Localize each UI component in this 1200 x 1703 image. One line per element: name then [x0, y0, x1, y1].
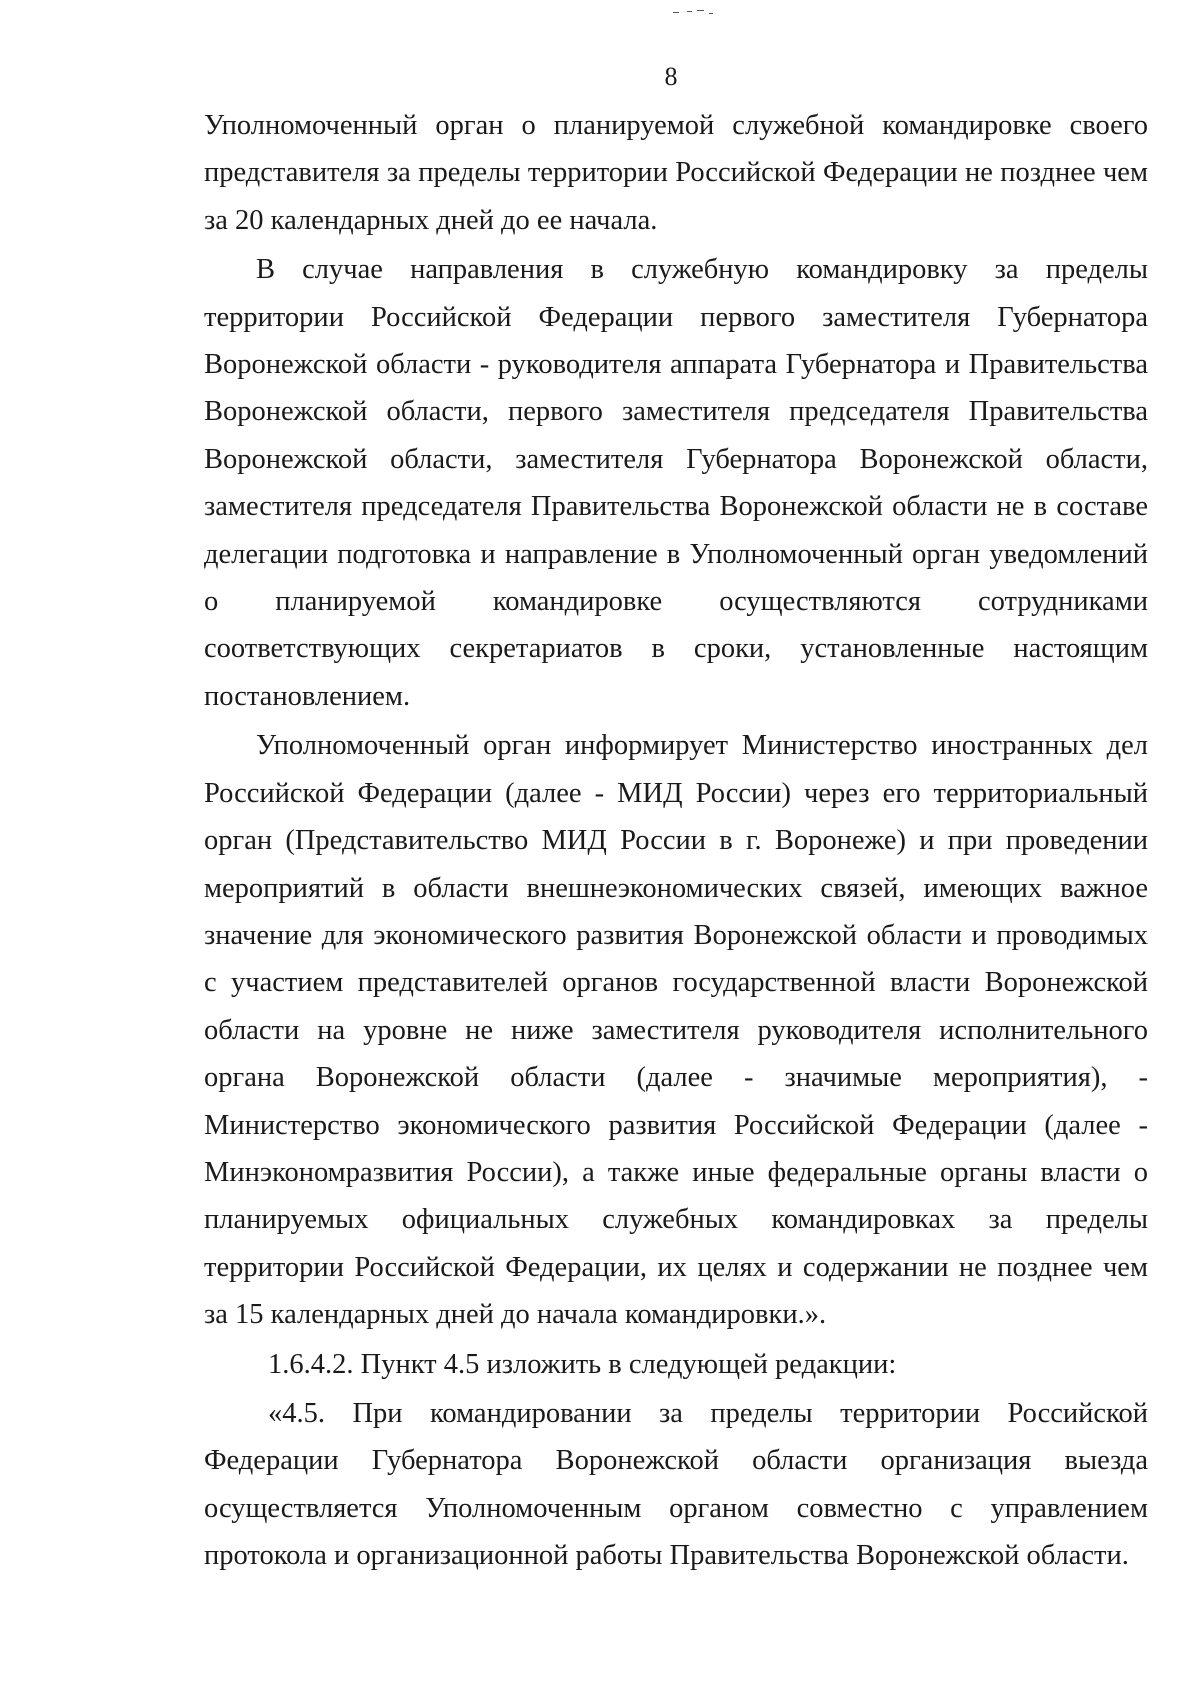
paragraph-clause-4-5: «4.5. При командировании за пределы территории Российской Федерации Губернатора Воронежской области организация выезда осуществляется Уполномоченным органом совместно с управлением протокола и организационной работы Правительства Воронежской области. — [204, 1397, 1148, 1572]
scan-artifact — [673, 8, 715, 18]
paragraph-ministry-information: Уполномоченный орган информирует Министерство иностранных дел Российской Федерации (далее - МИД России) через его территориальный орган (Представительство МИД России в г. Воронеже) и при проведении мероприятий в области внешнеэкономических связей, имеющих важное значение для экономического развития Воронежской области и проводимых с участием представителей органов государственной власти Воронежской области на уровне не ниже заместителя руководителя исполнительного органа Воронежской области (далее - значимые мероприятия), - Министерство экономического развития Российской Федерации (далее - Минэкономразвития России), а также иные федеральные органы власти о планируемых официальных служебных командировках за пределы территории Российской Федерации, их целях и содержании не позднее чем за 15 календарных дней до начала командировки.». — [204, 730, 1148, 1331]
document-body — [204, 102, 1148, 1582]
paragraph-amendment-clause: 1.6.4.2. Пункт 4.5 изложить в следующей редакции: — [268, 1348, 897, 1380]
paragraph-secretariat-notice: В случае направления в служебную командировку за пределы территории Российской Федерации первого заместителя Губернатора Воронежской области - руководителя аппарата Губернатора и Правительства Воронежской области, первого заместителя председателя Правительства Воронежской области, заместителя Губернатора Воронежской области, заместителя председателя Правительства Воронежской области не в составе делегации подготовка и направление в Уполномоченный орган уведомлений о планируемой командировке осуществляются сотрудниками соответствующих секретариатов в сроки, установленные настоящим постановлением. — [204, 254, 1148, 712]
paragraph-continuation: Уполномоченный орган о планируемой служебной командировке своего представителя за пределы территории Российской Федерации не позднее чем за 20 календарных дней до ее начала. — [204, 110, 1148, 236]
page-number: 8 — [664, 62, 678, 91]
